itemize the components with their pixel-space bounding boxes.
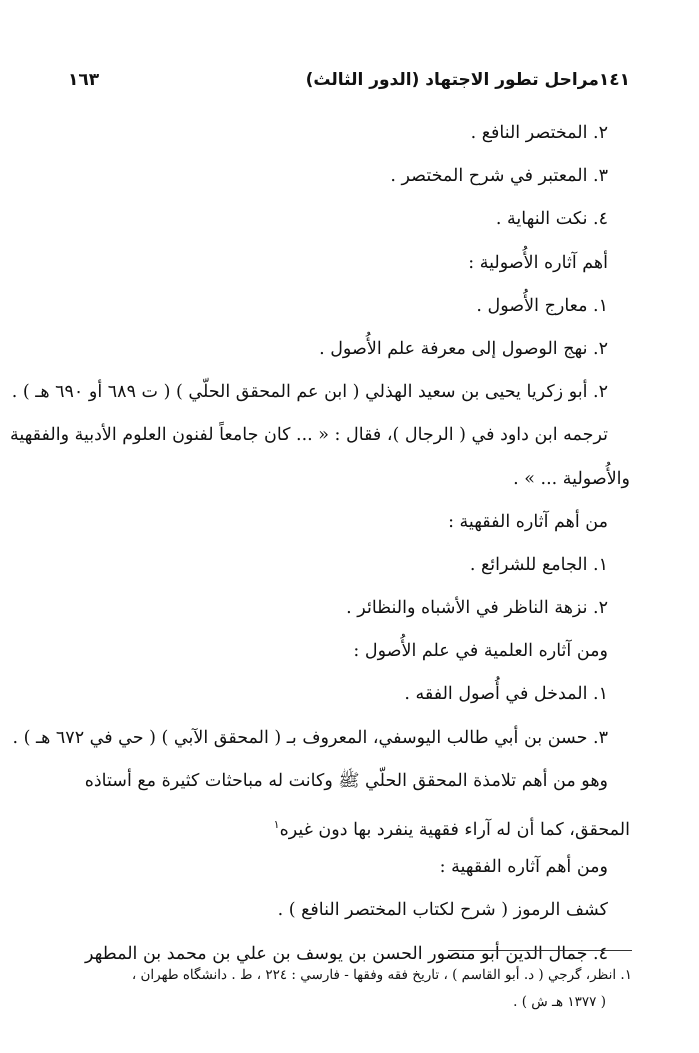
page-number: ١٦٣ <box>68 70 100 90</box>
scholar-entry: ٣. حسن بن أبي طالب اليوسفي، المعروف بـ ( المحقق الآبي ) ( حي في ٦٧٢ هـ ) . <box>12 727 608 748</box>
scholar-entry: ٤. جمال الدين أبو منصور الحسن بن يوسف بن علي بن محمد بن المطهر <box>85 943 608 964</box>
list-item: ٤. نكت النهاية . <box>495 209 608 230</box>
section-heading: أهم آثاره الأُصولية : <box>468 252 608 273</box>
list-item: ٣. المعتبر في شرح المختصر . <box>390 166 608 187</box>
chapter-title: ١٤١مراحل تطور الاجتهاد (الدور الثالث) <box>305 70 630 90</box>
list-item: ٢. نزهة الناظر في الأشباه والنظائر . <box>346 598 608 619</box>
list-item: ١. المدخل في أُصول الفقه . <box>404 684 608 705</box>
list-item: ٢. المختصر النافع . <box>470 123 608 143</box>
list-item: ١. معارج الأُصول . <box>476 295 608 316</box>
list-item: ١. الجامع للشرائع . <box>469 554 608 575</box>
scholar-entry: ٢. أبو زكريا يحيى بن سعيد الهذلي ( ابن عم المحقق الحلّي ) ( ت ٦٨٩ أو ٦٩٠ هـ ) . <box>11 382 608 403</box>
footnote <box>52 962 632 1016</box>
paragraph-line-text: المحقق، كما أن له آراء فقهية ينفرد بها دون غيره <box>279 819 630 840</box>
footnote-line: ١. انظر، گرجي ( د. أبو القاسم ) ، تاريخ فقه وفقها - فارسي : ٢٢٤ ، ط . دانشگاه طهران ، <box>131 967 632 983</box>
footnote-divider <box>448 950 632 951</box>
main-text <box>9 112 630 976</box>
section-heading: ومن أهم آثاره الفقهية : <box>439 857 608 878</box>
paragraph-line: وهو من أهم تلامذة المحقق الحلّي ﷺ وكانت له مباحثات كثيرة مع أستاذه <box>84 770 608 791</box>
paragraph-line <box>58 803 630 846</box>
section-heading: ومن آثاره العلمية في علم الأُصول : <box>353 641 608 662</box>
running-header <box>68 62 630 98</box>
section-heading: من أهم آثاره الفقهية : <box>448 511 608 532</box>
paragraph-line: والأُصولية ... » . <box>513 468 630 489</box>
list-item: ٢. نهج الوصول إلى معرفة علم الأُصول . <box>319 338 608 359</box>
footnote-reference[interactable]: ١ <box>273 818 280 831</box>
list-item: كشف الرموز ( شرح لكتاب المختصر النافع ) . <box>277 900 608 921</box>
footnote-line: ( ١٣٧٧ هـ ش ) . <box>513 994 606 1010</box>
paragraph-line: ترجمه ابن داود في ( الرجال )، فقال : « ... كان جامعاً لفنون العلوم الأدبية والفقهية <box>9 425 608 446</box>
